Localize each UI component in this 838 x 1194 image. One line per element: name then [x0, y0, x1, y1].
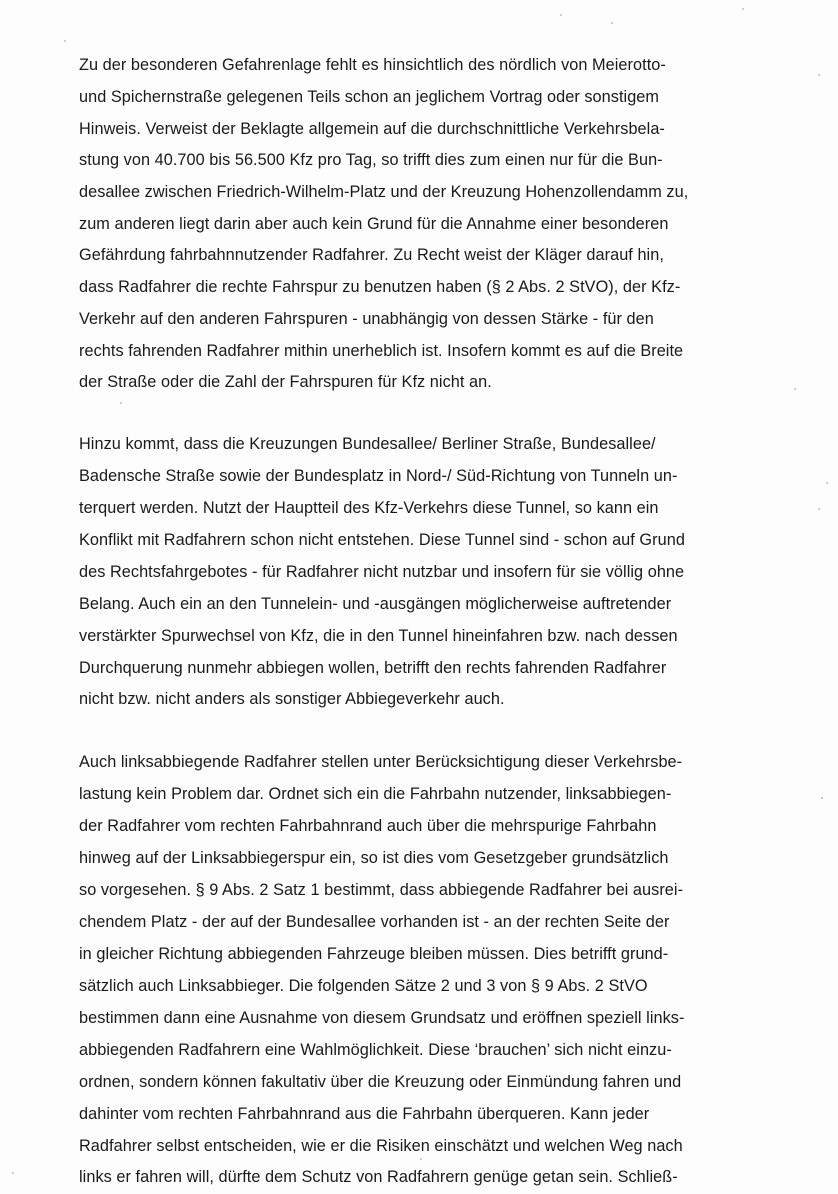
text-line: des Rechtsfahrgebotes - für Radfahrer nicht nutzbar und insofern für sie völlig ohne: [79, 563, 685, 581]
text-line: zum anderen liegt darin aber auch kein Grund für die Annahme einer besonderen: [79, 215, 669, 233]
text-line: Auch linksabbiegende Radfahrer stellen unter Berücksichtigung dieser Verkehrsbe-: [79, 753, 683, 771]
text-line: hinweg auf der Linksabbiegerspur ein, so ist dies vom Gesetzgeber grundsätzlich: [79, 849, 669, 867]
text-line: Konflikt mit Radfahrern schon nicht entstehen. Diese Tunnel sind - schon auf Grund: [79, 531, 685, 549]
text-line: der Radfahrer vom rechten Fahrbahnrand auch über die mehrspurige Fahrbahn: [79, 817, 657, 835]
text-line: dass Radfahrer die rechte Fahrspur zu benutzen haben (§ 2 Abs. 2 StVO), der Kfz-: [79, 278, 681, 296]
text-line: chendem Platz - der auf der Bundesallee vorhanden ist - an der rechten Seite der: [79, 913, 670, 931]
text-line: desallee zwischen Friedrich-Wilhelm-Platz und der Kreuzung Hohenzollendamm zu,: [79, 183, 689, 201]
scan-speckle: [818, 508, 820, 510]
text-line: in gleicher Richtung abbiegenden Fahrzeuge bleiben müssen. Dies betrifft grund-: [79, 945, 669, 963]
text-line: Zu der besonderen Gefahrenlage fehlt es hinsichtlich des nördlich von Meierotto-: [79, 56, 666, 74]
scan-speckle: [818, 74, 820, 76]
text-line: so vorgesehen. § 9 Abs. 2 Satz 1 bestimmt, dass abbiegende Radfahrer bei ausrei-: [79, 881, 684, 899]
text-line: Durchquerung nunmehr abbiegen wollen, betrifft den rechts fahrenden Radfahrer: [79, 659, 667, 677]
text-line: links er fahren will, dürfte dem Schutz von Radfahrern genüge getan sein. Schließ-: [79, 1168, 678, 1186]
text-line: nicht bzw. nicht anders als sonstiger Abbiegeverkehr auch.: [79, 690, 505, 708]
text-line: Gefährdung fahrbahnnutzender Radfahrer. Zu Recht weist der Kläger darauf hin,: [79, 246, 664, 264]
scan-speckle: [826, 482, 828, 484]
text-line: sätzlich auch Linksabbieger. Die folgenden Sätze 2 und 3 von § 9 Abs. 2 StVO: [79, 977, 648, 995]
text-line: bestimmen dann eine Ausnahme von diesem Grundsatz und eröffnen speziell links-: [79, 1009, 685, 1027]
scan-speckle: [420, 1158, 422, 1160]
text-line: dahinter vom rechten Fahrbahnrand aus die Fahrbahn überqueren. Kann jeder: [79, 1105, 650, 1123]
text-line: verstärkter Spurwechsel von Kfz, die in den Tunnel hineinfahren bzw. nach dessen: [79, 627, 678, 645]
text-line: ordnen, sondern können fakultativ über die Kreuzung oder Einmündung fahren und: [79, 1073, 682, 1091]
text-line: Hinweis. Verweist der Beklagte allgemein auf die durchschnittliche Verkehrsbela-: [79, 120, 665, 138]
text-line: der Straße oder die Zahl der Fahrspuren für Kfz nicht an.: [79, 373, 492, 391]
text-line: Badensche Straße sowie der Bundesplatz in Nord-/ Süd-Richtung von Tunneln un-: [79, 467, 678, 485]
text-line: Belang. Auch ein an den Tunnelein- und -ausgängen möglicherweise auftretender: [79, 595, 672, 613]
scan-speckle: [120, 402, 122, 404]
text-line: Verkehr auf den anderen Fahrspuren - unabhängig von dessen Stärke - für den: [79, 310, 654, 328]
scan-speckle: [64, 40, 66, 42]
text-line: Radfahrer selbst entscheiden, wie er die Risiken einschätzt und welchen Weg nach: [79, 1137, 683, 1155]
scan-speckle: [611, 22, 613, 24]
text-line: und Spichernstraße gelegenen Teils schon an jeglichem Vortrag oder sonstigem: [79, 88, 660, 106]
scan-speckle: [821, 797, 823, 799]
scan-speckle: [12, 1172, 14, 1174]
text-line: abbiegenden Radfahrern eine Wahlmöglichkeit. Diese ‘brauchen’ sich nicht einzu-: [79, 1041, 672, 1059]
text-line: lastung kein Problem dar. Ordnet sich ein die Fahrbahn nutzender, linksabbiegen-: [79, 785, 672, 803]
scan-speckle: [560, 14, 562, 16]
text-line: Hinzu kommt, dass die Kreuzungen Bundesallee/ Berliner Straße, Bundesallee/: [79, 435, 656, 453]
text-line: rechts fahrenden Radfahrer mithin unerheblich ist. Insofern kommt es auf die Breite: [79, 342, 684, 360]
text-line: terquert werden. Nutzt der Hauptteil des Kfz-Verkehrs diese Tunnel, so kann ein: [79, 499, 659, 517]
scan-speckle: [742, 8, 744, 10]
text-line: stung von 40.700 bis 56.500 Kfz pro Tag, so trifft dies zum einen nur für die Bun-: [79, 151, 663, 169]
scan-speckle: [794, 388, 796, 390]
